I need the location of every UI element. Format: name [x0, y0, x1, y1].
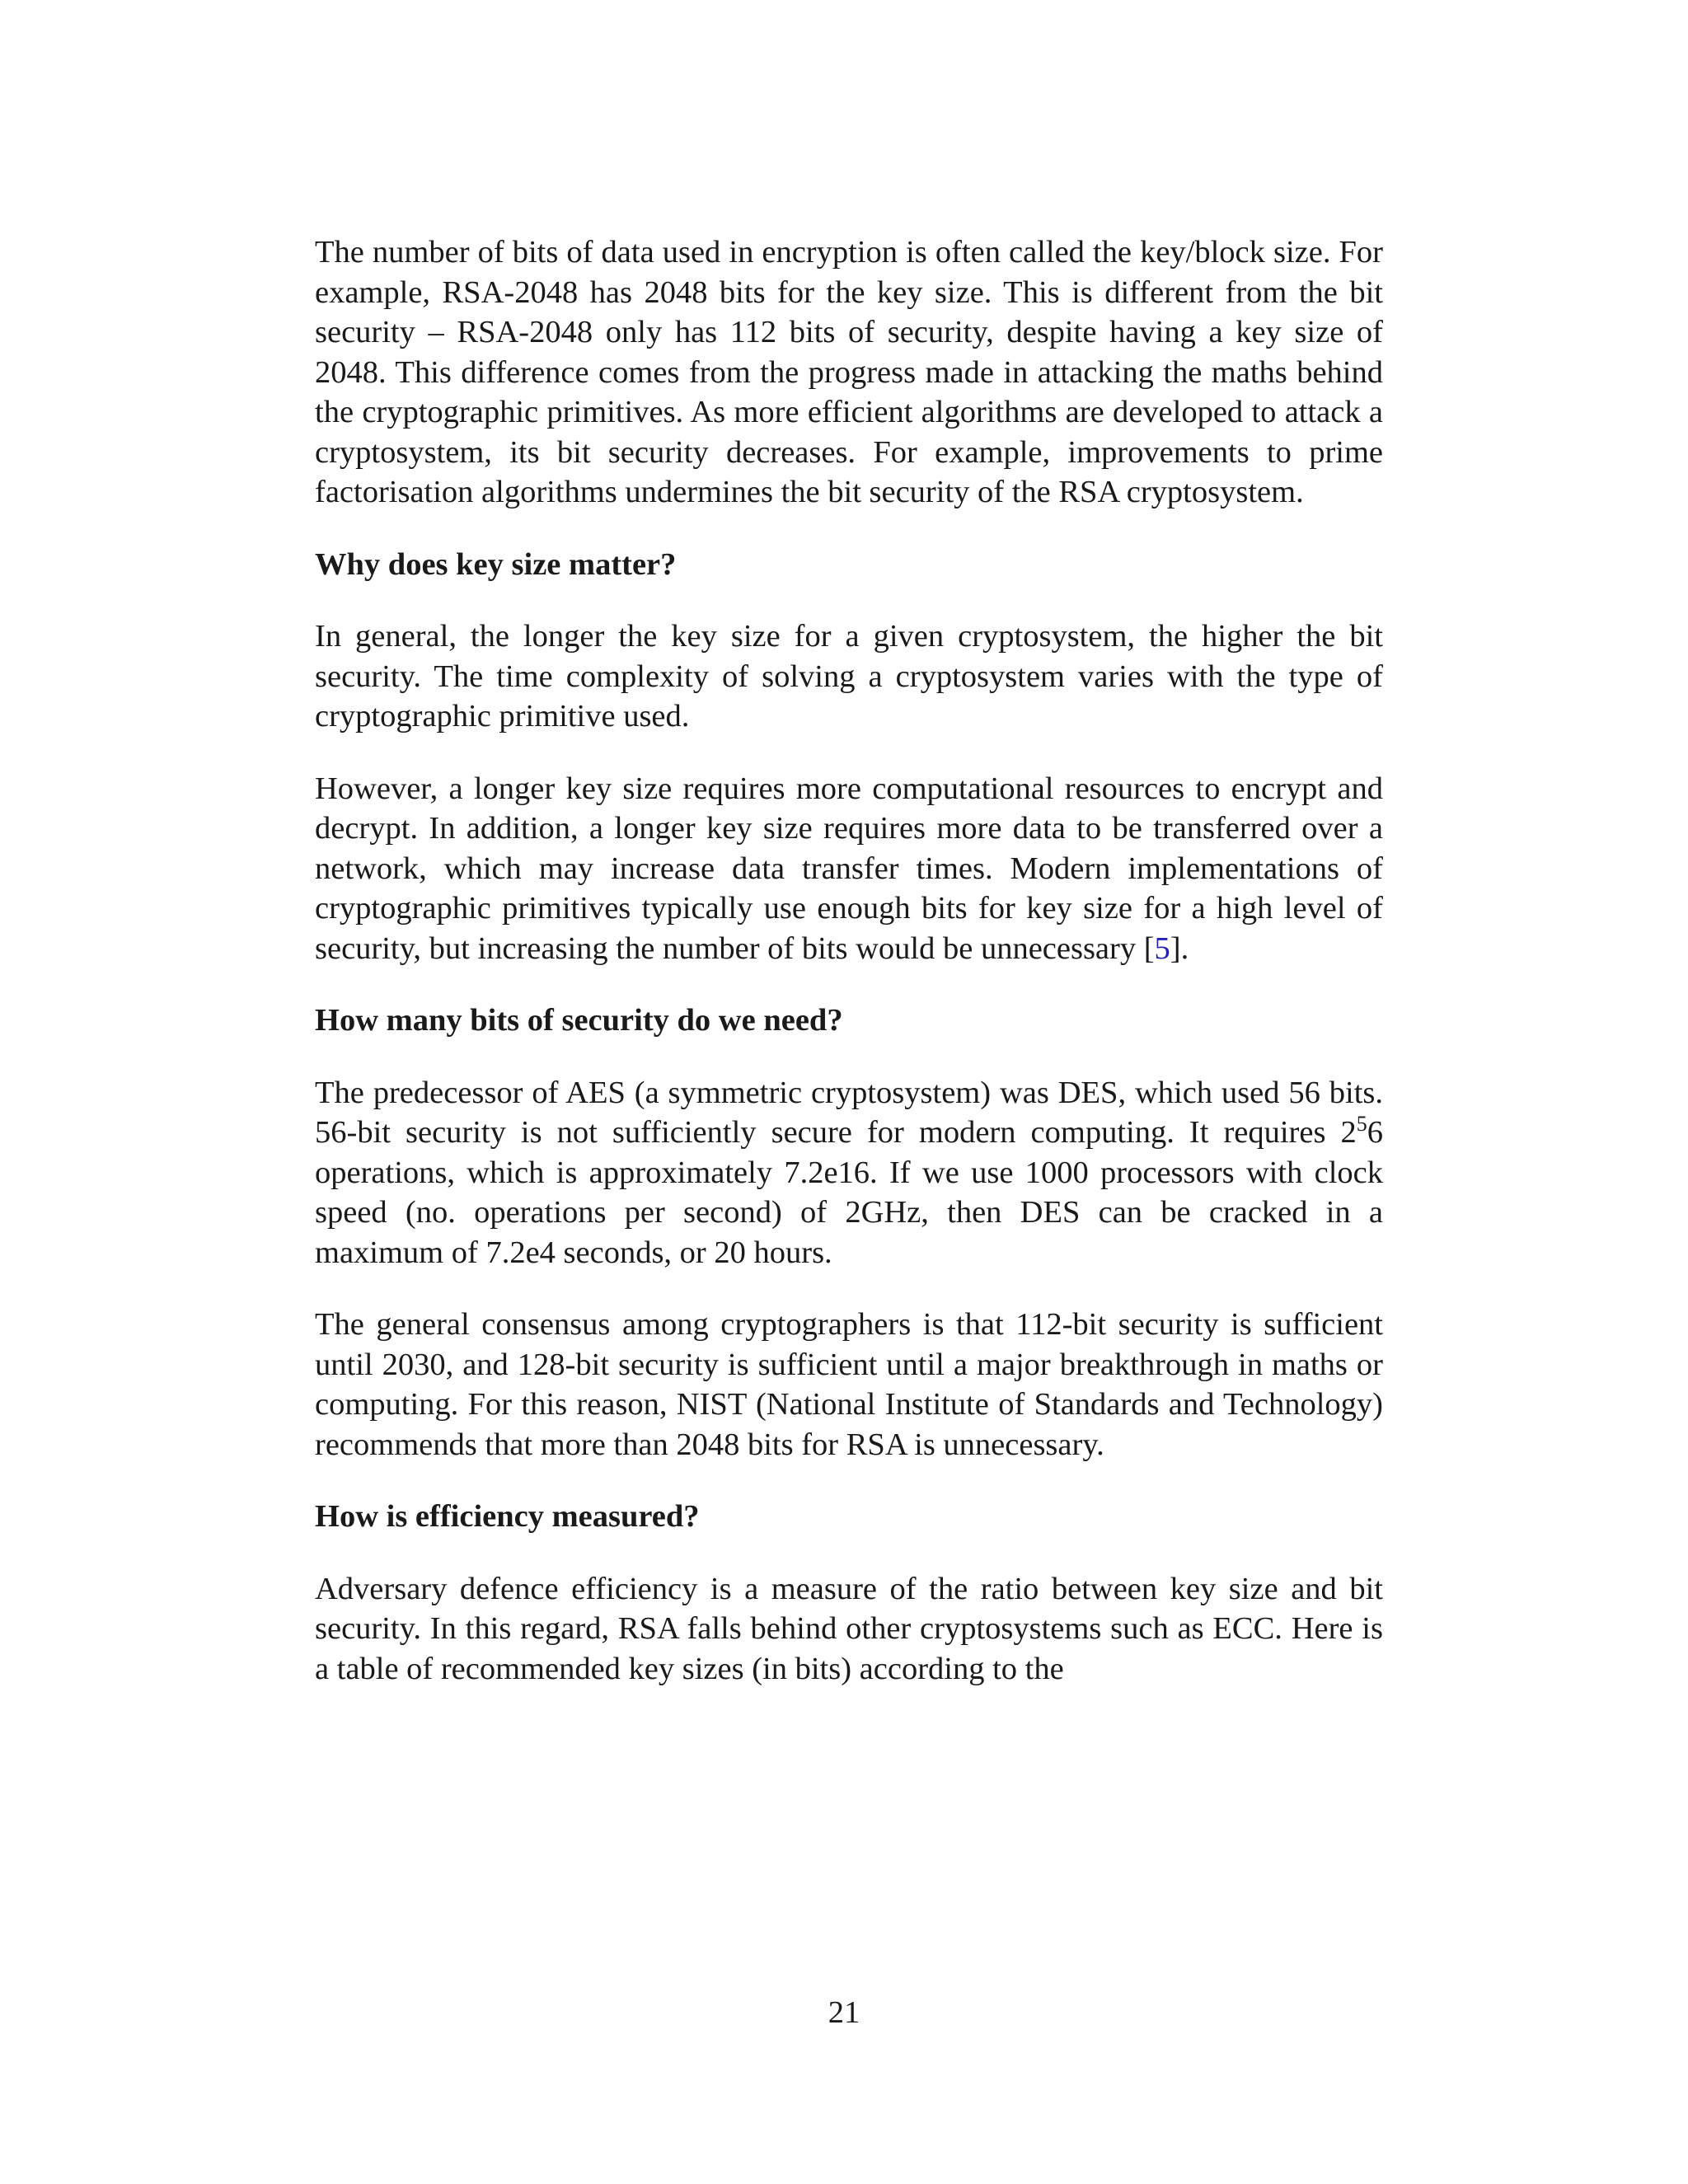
paragraph-text: However, a longer key size requires more computational resources to encrypt and decrypt. In addition, a longer key size requires more data to be transferred over a network, which may increase data transfer times. Modern implementations of cryptographic primitives typically use enough bits for key size for a high level of security, but increasing the number of bits would be unnecessary [ — [315, 771, 1383, 966]
heading-efficiency-measured: How is efficiency measured? — [315, 1499, 700, 1534]
citation-link[interactable]: 5 — [1154, 930, 1170, 966]
page-number: 21 — [828, 1995, 860, 2030]
paragraph-adversary-defence-efficiency: Adversary defence efficiency is a measure of the ratio between key size and bit security. In this regard, RSA falls behind other cryptosystems such as ECC. Here is a table of recommended key sizes (in bits) according to the — [315, 1571, 1383, 1686]
paragraph-text: 6 operations, which is approximately 7.2e16. If we use 1000 processors with clock speed (no. operations per second) of 2GHz, then DES can be cracked in a maximum of 7.2e4 seconds, or 20 hours. — [315, 1115, 1383, 1270]
paragraph-general-consensus: The general consensus among cryptographers is that 112-bit security is sufficient until 2030, and 128-bit security is sufficient until a major breakthrough in maths or computing. For this reason, NIST (National Institute of Standards and Technology) recommends that more than 2048 bits for RSA is unnecessary. — [315, 1307, 1383, 1462]
paragraph-text: The predecessor of AES (a symmetric cryptosystem) was DES, which used 56 bits. 56-bit security is not sufficiently secure for modern computing. It requires 2 — [315, 1075, 1383, 1150]
paragraph-des-predecessor — [315, 1073, 1383, 1273]
heading-why-key-size-matters: Why does key size matter? — [315, 546, 677, 582]
heading-bits-of-security-needed: How many bits of security do we need? — [315, 1003, 843, 1038]
paragraph-computational-resources — [315, 769, 1383, 969]
page-content — [315, 232, 1383, 1689]
paragraph-longer-key-size: In general, the longer the key size for a given cryptosystem, the higher the bit security. The time complexity of solving a cryptosystem varies with the type of cryptographic primitive used. — [315, 619, 1383, 733]
paragraph-text: ]. — [1170, 930, 1189, 966]
paragraph-key-block-size: The number of bits of data used in encryption is often called the key/block size. For example, RSA-2048 has 2048 bits for the key size. This is different from the bit security – RSA-2048 only has 112 bits of security, despite having a key size of 2048. This difference comes from the progress made in attacking the maths behind the cryptographic primitives. As more efficient algorithms are developed to attack a cryptosystem, its bit security decreases. For example, improvements to prime factorisation algorithms undermines the bit security of the RSA cryptosystem. — [315, 235, 1383, 509]
superscript-exponent: 5 — [1356, 1112, 1367, 1136]
